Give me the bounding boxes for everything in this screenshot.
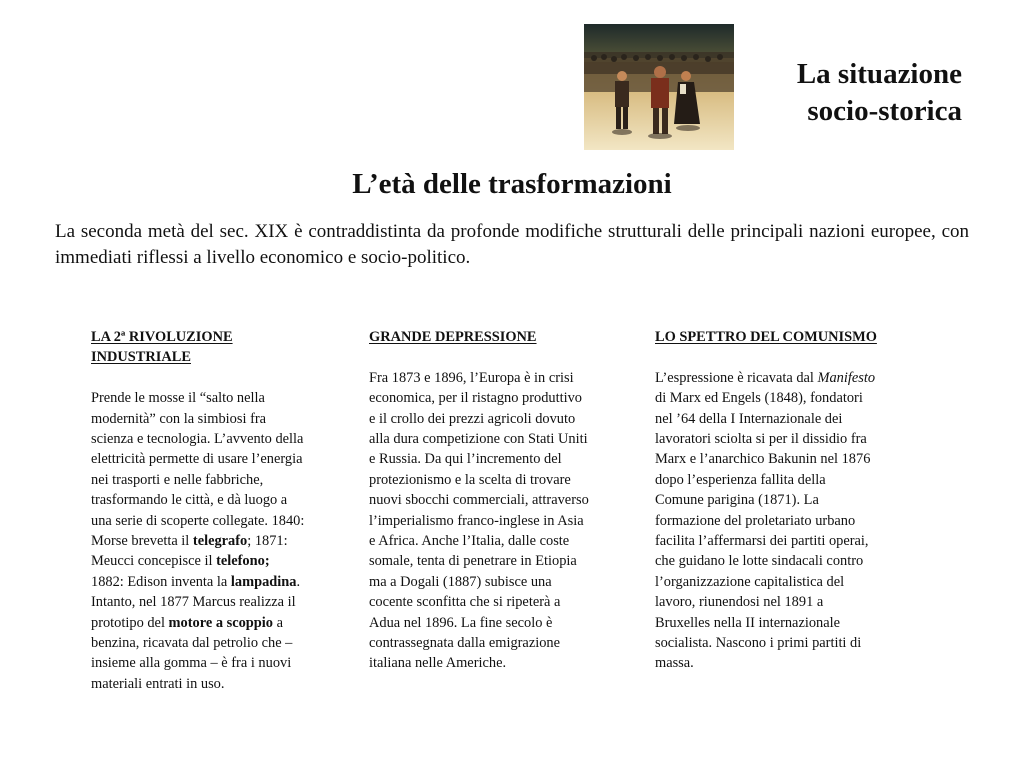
column-heading: LA 2ª RIVOLUZIONE INDUSTRIALE	[91, 329, 233, 366]
column-great-depression	[369, 327, 591, 674]
body-text: L’espressione è ricavata dal	[655, 369, 818, 386]
column-body	[91, 388, 305, 694]
bold-term-lampadina: lampadina	[230, 573, 297, 590]
intro-paragraph: La seconda metà del sec. XIX è contraddistinta da profonde modifiche strutturali delle principali nazioni europee, con immediati riflessi a livello economico e socio-politico.	[55, 221, 969, 268]
column-heading: GRANDE DEPRESSIONE	[369, 329, 537, 345]
body-text: ; 1871: Meucci concepisce il	[91, 533, 288, 570]
slide-title-line-1: La situazione	[796, 58, 962, 90]
column-specter-of-communism	[655, 327, 877, 674]
body-text: a benzina, ricavata dal petrolio che – insieme alla gomma – è fra i nuovi materiali entrati in uso.	[91, 614, 293, 692]
body-text: Prende le mosse il “salto nella modernità” con la simbiosi fra scienza e tecnologia. L’avvento della elettricità permette di usare l’energia nei trasporti e nelle fabbriche, trasformando le città, e dà luogo a una serie di scoperte collegate. 1840: Morse brevetta il	[91, 390, 305, 550]
column-second-industrial-revolution	[91, 327, 305, 694]
section-subtitle: L’età delle trasformazioni	[352, 168, 672, 200]
column-body	[655, 368, 877, 674]
painting-illustration	[584, 24, 734, 150]
crowd-painting-image	[584, 24, 734, 150]
body-text: . Intanto, nel 1877 Marcus realizza il prototipo del	[91, 573, 301, 631]
column-body: Fra 1873 e 1896, l’Europa è in crisi economica, per il ristagno produttivo e il crollo dei prezzi agricoli dovuto alla dura competizione con Stati Uniti e Russia. Da qui l’incremento del protezionismo e la scelta di trovare nuovi sbocchi commerciali, attraverso l’imperialismo franco-inglese in Asia e Africa. Anche l’Italia, dalle coste somale, tenta di penetrare in Etiopia ma a Dogali (1887) subisce una cocente sconfitta che si ripeterà a Adua nel 1896. La fine secolo è contrassegnata dalla emigrazione italiana nelle Americhe.	[369, 369, 589, 672]
body-text: 1882: Edison inventa la	[91, 573, 231, 590]
italic-title-manifesto: Manifesto	[817, 369, 876, 386]
body-text: di Marx ed Engels (1848), fondatori nel ’64 della I Internazionale dei lavoratori sciolta si per il dissidio fra Marx e l’anarchico Bakunin nel 1876 dopo l’esperienza fallita della Comune parigina (1871). La formazione del proletariato urbano facilita l’affermarsi dei partiti operai, che guidano le lotte sindacali contro l’organizzazione capitalistica del lavoro, riunendosi nel 1891 a Bruxelles nella II internazionale socialista. Nascono i primi partiti di massa.	[655, 390, 871, 672]
bold-term-telegrafo: telegrafo	[192, 533, 248, 550]
slide-title	[722, 56, 962, 130]
slide-title-line-2: socio-storica	[807, 95, 962, 127]
bold-term-motore: motore a scoppio	[168, 614, 274, 631]
bold-term-telefono: telefono;	[216, 553, 270, 570]
column-heading: LO SPETTRO DEL COMUNISMO	[655, 329, 877, 345]
